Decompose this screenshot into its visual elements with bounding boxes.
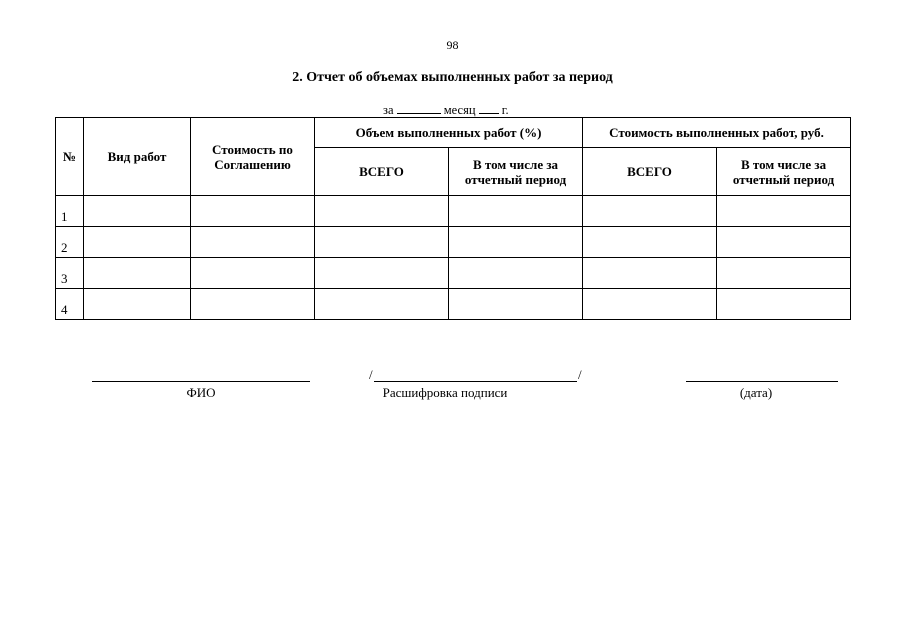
cell-volume-total[interactable] (315, 227, 449, 258)
header-work-type: Вид работ (84, 118, 191, 196)
fio-label: ФИО (186, 385, 216, 400)
header-volume-period: В том числе за отчетный период (449, 148, 583, 196)
header-num: № (56, 118, 84, 196)
decoding-signature-line (374, 381, 577, 382)
header-volume-group: Объем выполненных работ (%) (315, 118, 583, 148)
header-cost-group: Стоимость выполненных работ, руб. (583, 118, 851, 148)
cell-volume-total[interactable] (315, 258, 449, 289)
cell-volume-total[interactable] (315, 196, 449, 227)
report-title: 2. Отчет об объемах выполненных работ за период (292, 70, 613, 85)
fio-signature-line (92, 381, 310, 382)
date-label: (дата) (739, 385, 773, 400)
cell-volume-period[interactable] (449, 258, 583, 289)
cell-volume-total[interactable] (315, 289, 449, 320)
row-number: 4 (56, 289, 84, 320)
decoding-slash-left: / (369, 367, 373, 382)
cell-volume-period[interactable] (449, 196, 583, 227)
cell-cost-total[interactable] (583, 289, 717, 320)
cell-work-type[interactable] (84, 258, 191, 289)
decoding-label: Расшифровка подписи (382, 385, 508, 400)
cell-cost-total[interactable] (583, 196, 717, 227)
table-row (56, 289, 851, 320)
table-row (56, 258, 851, 289)
cell-contract-cost[interactable] (191, 258, 315, 289)
cell-work-type[interactable] (84, 196, 191, 227)
page-number: 98 (446, 38, 459, 52)
row-number: 2 (56, 227, 84, 258)
header-contract-cost: Стоимость по Соглашению (191, 118, 315, 196)
year-blank (479, 102, 499, 114)
period-year-suffix: г. (501, 103, 509, 117)
month-blank (397, 102, 441, 114)
header-cost-period: В том числе за отчетный период (717, 148, 851, 196)
cell-contract-cost[interactable] (191, 289, 315, 320)
report-table (55, 117, 851, 320)
cell-cost-total[interactable] (583, 227, 717, 258)
period-month-word: месяц (443, 103, 476, 117)
decoding-slash-right: / (578, 367, 582, 382)
period-prefix: за (383, 103, 394, 117)
cell-contract-cost[interactable] (191, 196, 315, 227)
cell-volume-period[interactable] (449, 289, 583, 320)
row-number: 3 (56, 258, 84, 289)
header-volume-total: ВСЕГО (315, 148, 449, 196)
cell-work-type[interactable] (84, 227, 191, 258)
period-line (383, 102, 509, 118)
cell-cost-period[interactable] (717, 196, 851, 227)
cell-contract-cost[interactable] (191, 227, 315, 258)
cell-cost-period[interactable] (717, 289, 851, 320)
cell-work-type[interactable] (84, 289, 191, 320)
cell-cost-period[interactable] (717, 227, 851, 258)
date-signature-line (686, 381, 838, 382)
table-row (56, 196, 851, 227)
header-cost-total: ВСЕГО (583, 148, 717, 196)
cell-volume-period[interactable] (449, 227, 583, 258)
table-row (56, 227, 851, 258)
cell-cost-total[interactable] (583, 258, 717, 289)
cell-cost-period[interactable] (717, 258, 851, 289)
row-number: 1 (56, 196, 84, 227)
